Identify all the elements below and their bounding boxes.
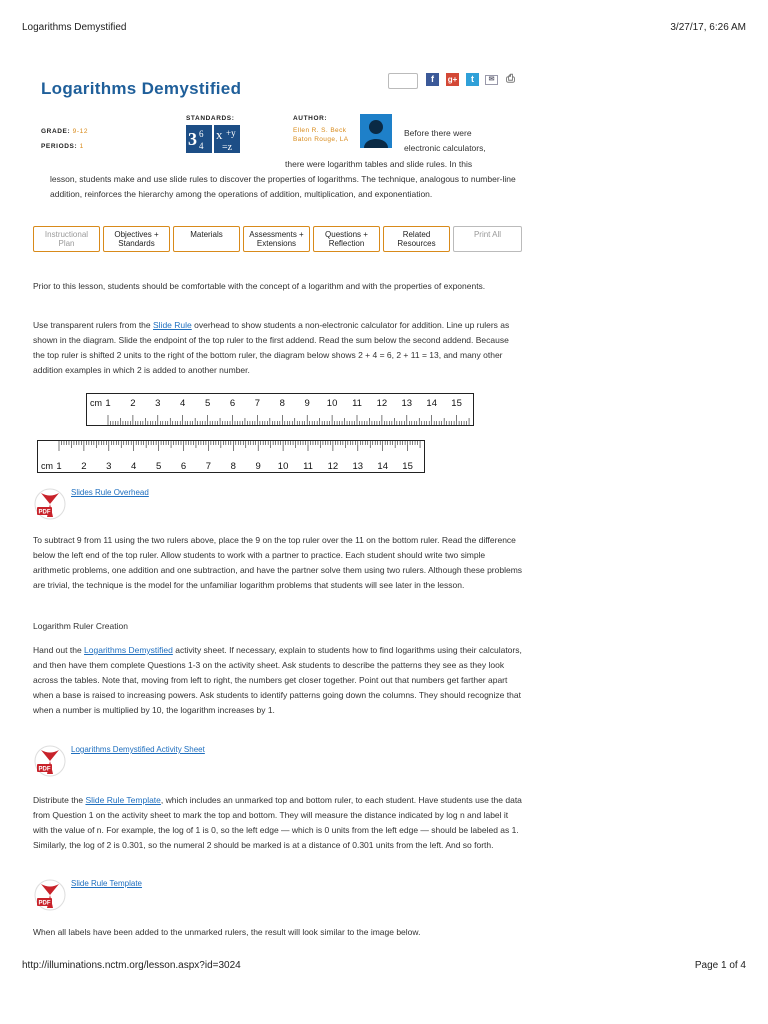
svg-text:3: 3	[188, 129, 197, 149]
share-count-box	[388, 73, 418, 89]
svg-text:6: 6	[199, 129, 204, 139]
paragraph-activity-sheet	[33, 643, 523, 718]
svg-text:PDF: PDF	[38, 509, 51, 516]
tab-label: Related	[402, 230, 431, 239]
tab-label: Reflection	[328, 239, 365, 248]
text-span: Distribute the	[33, 795, 86, 805]
text-span: Hand out the	[33, 645, 85, 655]
tab-label: Extensions	[256, 239, 297, 248]
text-span: overhead to show students a non-electronic calculator for addition. Line up rulers as shown in the diagram. Slide the endpoint of the top ruler to the first addend. Read the sum below the second addend. Because the top ruler is shifted 2 units to the right of the bottom ruler, the diagram below shows 2 + 4 = 6, 2 + 11 = 13, and many other addition examples in which 2 is added to another number.	[33, 320, 510, 375]
paragraph-slide-rule-intro	[33, 318, 523, 378]
intro-text-part2: there were logarithm tables and slide rules. In this	[285, 159, 473, 169]
facebook-icon[interactable]: f	[426, 73, 439, 86]
ruler-number-label: 14	[426, 398, 437, 409]
tab-label: Plan	[58, 239, 75, 248]
svg-text:x: x	[216, 127, 223, 142]
page-title: Logarithms Demystified	[41, 79, 242, 98]
pdf-icon	[33, 487, 67, 521]
ruler-number-label: 9	[304, 398, 310, 409]
pdf-link-label[interactable]: Slide Rule Template	[71, 879, 143, 888]
ruler-number-label: 7	[205, 461, 212, 472]
author-name[interactable]: Ellen R. S. Beck	[293, 127, 347, 134]
mail-icon[interactable]: ✉	[485, 75, 498, 85]
ruler-number-label: 2	[81, 461, 87, 472]
ruler-number-label: 6	[180, 461, 187, 472]
ruler-number-label: 8	[230, 461, 236, 472]
ruler-number-label: 14	[377, 461, 388, 472]
tab-label: Assessments +	[249, 230, 304, 239]
ruler-number-label: 12	[327, 461, 339, 472]
grade-value: 9-12	[72, 128, 89, 135]
ruler-unit-label: cm	[90, 398, 102, 408]
svg-text:4: 4	[199, 141, 204, 151]
lesson-tabs	[33, 226, 522, 254]
svg-text:PDF: PDF	[38, 766, 51, 773]
grade-info	[41, 128, 88, 135]
ruler-unit-label: cm	[41, 461, 53, 471]
ruler-number-label: 12	[376, 398, 388, 409]
ruler-number-label: 10	[326, 398, 338, 409]
ruler-number-label: 9	[255, 461, 261, 472]
svg-text:PDF: PDF	[38, 900, 51, 907]
author-name-block	[293, 126, 349, 144]
ruler-number-label: 15	[451, 398, 462, 409]
svg-text:+y: +y	[226, 128, 236, 138]
ruler-number-label: 3	[155, 398, 161, 409]
tab-related-resources[interactable]	[383, 226, 450, 252]
person-icon	[360, 114, 392, 148]
ruler-number-label: 8	[279, 398, 285, 409]
paragraph-subtraction: To subtract 9 from 11 using the two rulers above, place the 9 on the top ruler over the 11 on the bottom ruler. Read the difference below the left end of the top ruler. Allow students to work with a partner to practice. Each student should write two simple arithmetic problems, one addition and one subtraction, and have the partner solve them using two rulers. Although these problems are trivial, the technique is the model for the unfamiliar logarithm problems that students will see later in the lesson.	[33, 535, 523, 590]
author-avatar	[360, 114, 392, 148]
top-ruler-diagram	[86, 393, 474, 426]
tab-print-all[interactable]	[453, 226, 522, 252]
text-span: Use transparent rulers from the	[33, 320, 153, 330]
tab-label: Questions +	[325, 230, 368, 239]
tab-materials[interactable]	[173, 226, 240, 252]
print-header-datetime: 3/27/17, 6:26 AM	[670, 22, 746, 33]
author-label: AUTHOR:	[293, 115, 328, 122]
tab-label: Standards	[118, 239, 155, 248]
ruler-number-label: 10	[277, 461, 289, 472]
bottom-ruler-diagram	[37, 440, 425, 473]
tab-assessments-extensions[interactable]	[243, 226, 310, 252]
periods-label: PERIODS:	[41, 143, 78, 150]
ruler-number-label: 11	[303, 461, 313, 472]
print-footer-url: http://illuminations.nctm.org/lesson.aspx?id=3024	[22, 960, 241, 971]
intro-text-part3: lesson, students make and use slide rules to discover the properties of logarithms. The technique, analogous to number-line addition, reinforces the hierarchy among the operations of addition, multiplication, and exponentiation.	[50, 174, 516, 199]
print-icon[interactable]: ⎙	[504, 73, 517, 86]
paragraph-prerequisites: Prior to this lesson, students should be comfortable with the concept of a logarithm and with the properties of exponents.	[33, 281, 486, 291]
ruler-number-label: 1	[105, 398, 111, 409]
slide-rule-template-link[interactable]: Slide Rule Template	[85, 795, 161, 805]
paragraph-slide-rule-template	[33, 793, 523, 853]
ruler-number-label: 5	[204, 398, 211, 409]
intro-text-part1: Before there were electronic calculators,	[404, 128, 486, 153]
section-heading: Logarithm Ruler Creation	[33, 621, 128, 631]
tab-label: Materials	[190, 230, 223, 239]
pdf-link-label[interactable]: Slides Rule Overhead	[71, 488, 149, 497]
ruler-number-label: 5	[155, 461, 162, 472]
tab-label: Objectives +	[114, 230, 159, 239]
print-header-title: Logarithms Demystified	[22, 22, 127, 33]
tab-label: Print All	[473, 230, 502, 239]
pdf-icon	[33, 878, 67, 912]
periods-info	[41, 143, 84, 150]
svg-text:=z: =z	[222, 142, 233, 153]
twitter-icon[interactable]: t	[466, 73, 479, 86]
ruler-number-label: 15	[402, 461, 413, 472]
grade-label: GRADE:	[41, 128, 71, 135]
pdf-link-label[interactable]: Logarithms Demystified Activity Sheet	[71, 745, 205, 754]
ruler-number-label: 13	[352, 461, 364, 472]
standards-label: STANDARDS:	[186, 115, 235, 122]
slide-rule-link[interactable]: Slide Rule	[153, 320, 192, 330]
logarithms-demystified-link[interactable]: Logarithms Demystified	[84, 645, 173, 655]
print-footer-page: Page 1 of 4	[694, 960, 746, 971]
print-header	[22, 22, 746, 36]
tab-instructional-plan[interactable]	[33, 226, 100, 252]
paragraph-result: When all labels have been added to the unmarked rulers, the result will look similar to the image below.	[33, 927, 421, 937]
ruler-number-label: 4	[131, 461, 137, 472]
ruler-number-label: 6	[229, 398, 236, 409]
ruler-number-label: 2	[130, 398, 136, 409]
ruler-number-label: 4	[180, 398, 186, 409]
pdf-icon	[33, 744, 67, 778]
text-span: activity sheet. If necessary, explain to students how to find logarithms using their calculators, and then have them complete Questions 1-3 on the activity sheet. Ask students to describe the patterns they see as they look across the tables. Note that, moving from left to right, the numbers get closer together. Point out that numbers get farther apart when a base is raised to increasing powers. Ask students to identify patterns going down the columns. They should recognize that when a number is multiplied by 10, the logarithm increases by 1.	[33, 645, 522, 715]
ruler-number-label: 1	[56, 461, 62, 472]
tab-label: Instructional	[44, 230, 89, 239]
tab-label: Resources	[397, 239, 436, 248]
ruler-number-label: 3	[106, 461, 112, 472]
standards-logo[interactable]	[186, 125, 240, 153]
text-span: , which includes an unmarked top and bottom ruler, to each student. Have students use the data from Question 1 on the activity sheet to mark the top and bottom. They will measure the distance indicated by log n and label it with the value of n. For example, the log of 1 is 0, so the left edge — which is 0 units from the left edge — should be labeled as 1. Similarly, the log of 2 is 0.301, so the numeral 2 should be marked is at a distance of 0.301 units from the left. And so forth.	[33, 795, 522, 850]
author-location: Baton Rouge, LA	[293, 136, 349, 143]
google-plus-icon[interactable]: g+	[447, 75, 458, 84]
ruler-number-label: 11	[352, 398, 362, 409]
ruler-number-label: 13	[401, 398, 413, 409]
periods-value: 1	[79, 143, 84, 150]
tab-questions-reflection[interactable]	[313, 226, 380, 252]
ruler-number-label: 7	[254, 398, 261, 409]
tab-objectives-standards[interactable]	[103, 226, 170, 252]
